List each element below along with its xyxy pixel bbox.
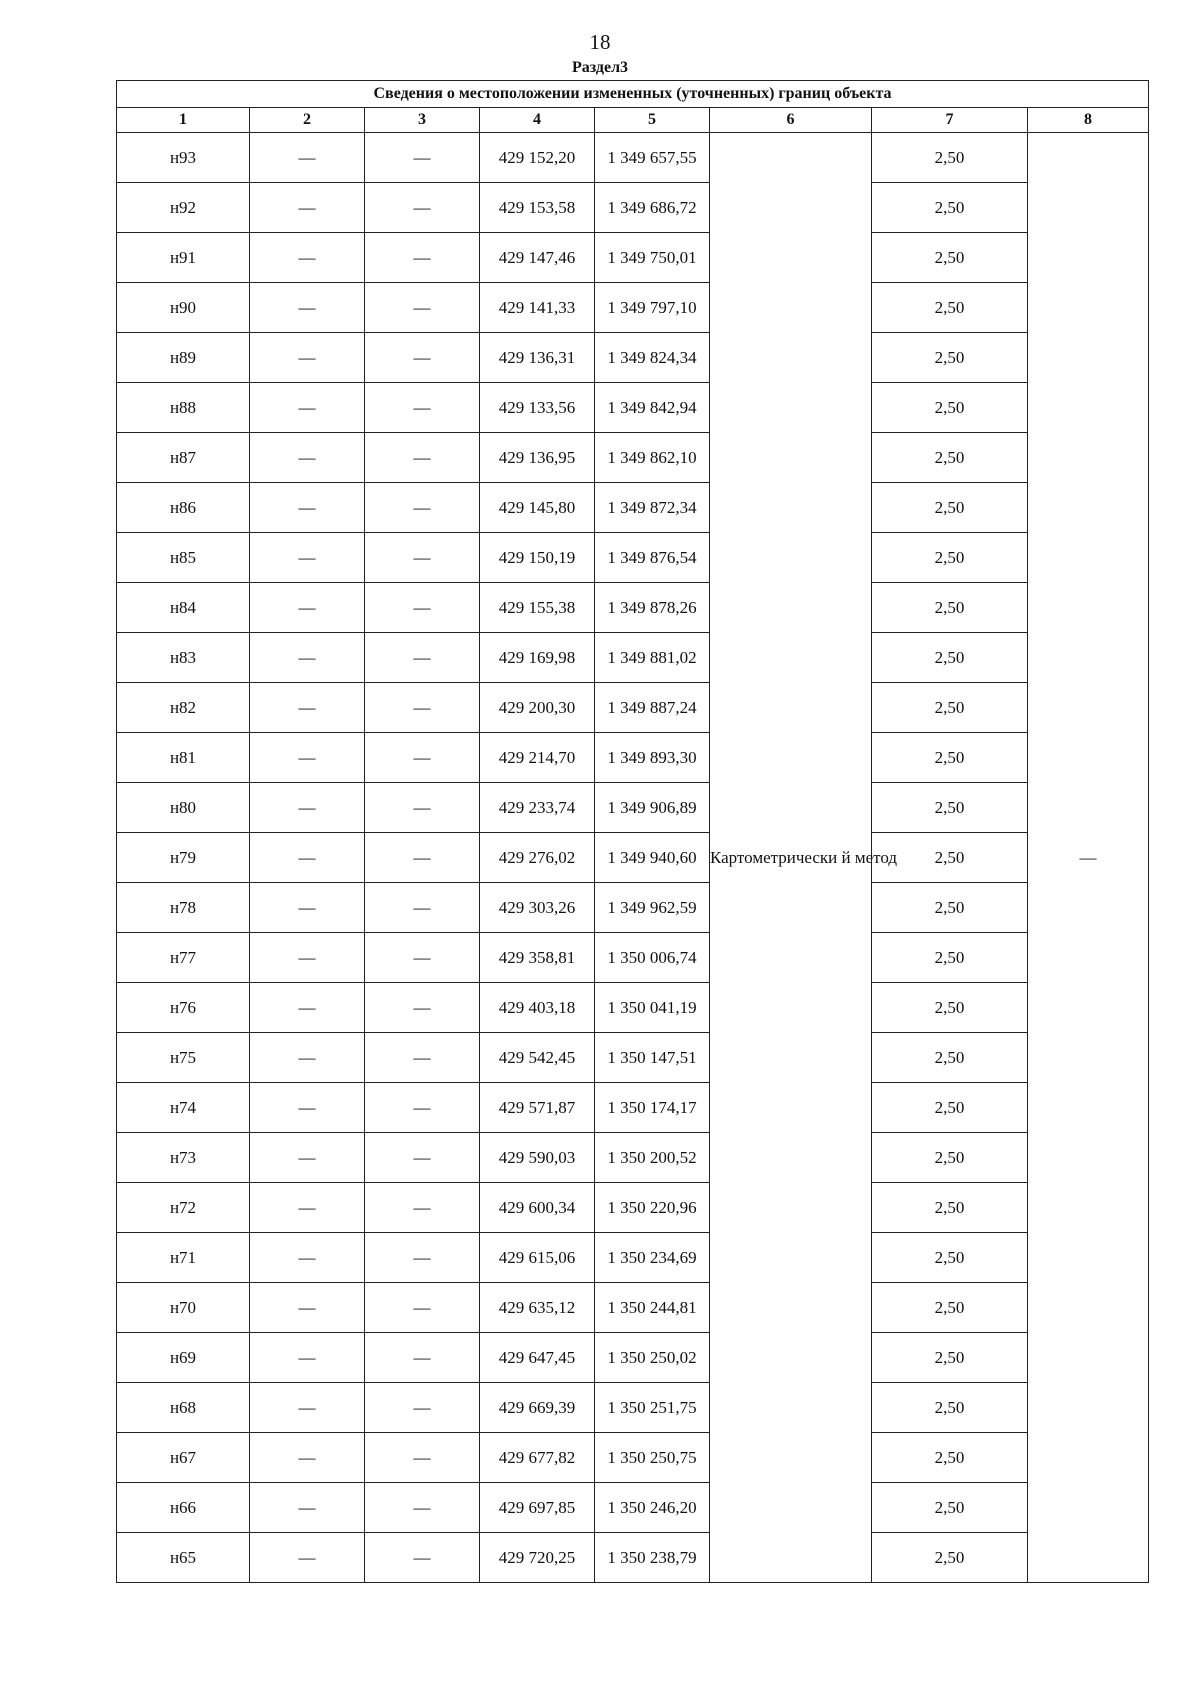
column-3-value: — bbox=[365, 1283, 480, 1333]
point-label: н83 bbox=[117, 633, 250, 683]
point-label: н73 bbox=[117, 1133, 250, 1183]
table-row bbox=[117, 433, 1149, 483]
column-3-value: — bbox=[365, 833, 480, 883]
accuracy-value: 2,50 bbox=[872, 1183, 1028, 1233]
column-3-value: — bbox=[365, 1483, 480, 1533]
table-row bbox=[117, 1083, 1149, 1133]
point-label: н67 bbox=[117, 1433, 250, 1483]
point-label: н84 bbox=[117, 583, 250, 633]
table-row bbox=[117, 1183, 1149, 1233]
y-coordinate: 1 349 878,26 bbox=[595, 583, 710, 633]
column-number: 8 bbox=[1028, 108, 1149, 133]
column-2-value: — bbox=[250, 233, 365, 283]
x-coordinate: 429 276,02 bbox=[480, 833, 595, 883]
y-coordinate: 1 349 686,72 bbox=[595, 183, 710, 233]
accuracy-value: 2,50 bbox=[872, 483, 1028, 533]
x-coordinate: 429 136,31 bbox=[480, 333, 595, 383]
column-8-value: — bbox=[1028, 133, 1149, 1583]
column-3-value: — bbox=[365, 683, 480, 733]
table-row bbox=[117, 833, 1149, 883]
point-label: н87 bbox=[117, 433, 250, 483]
accuracy-value: 2,50 bbox=[872, 883, 1028, 933]
point-label: н82 bbox=[117, 683, 250, 733]
table-row bbox=[117, 883, 1149, 933]
column-3-value: — bbox=[365, 883, 480, 933]
column-2-value: — bbox=[250, 533, 365, 583]
y-coordinate: 1 350 250,75 bbox=[595, 1433, 710, 1483]
column-2-value: — bbox=[250, 483, 365, 533]
accuracy-value: 2,50 bbox=[872, 983, 1028, 1033]
column-2-value: — bbox=[250, 1133, 365, 1183]
accuracy-value: 2,50 bbox=[872, 533, 1028, 583]
x-coordinate: 429 571,87 bbox=[480, 1083, 595, 1133]
column-2-value: — bbox=[250, 633, 365, 683]
table-row bbox=[117, 1233, 1149, 1283]
column-number: 2 bbox=[250, 108, 365, 133]
table-row bbox=[117, 283, 1149, 333]
point-label: н92 bbox=[117, 183, 250, 233]
column-number: 7 bbox=[872, 108, 1028, 133]
x-coordinate: 429 358,81 bbox=[480, 933, 595, 983]
table-row bbox=[117, 483, 1149, 533]
point-label: н89 bbox=[117, 333, 250, 383]
table-row bbox=[117, 1333, 1149, 1383]
y-coordinate: 1 349 862,10 bbox=[595, 433, 710, 483]
column-3-value: — bbox=[365, 1383, 480, 1433]
y-coordinate: 1 350 174,17 bbox=[595, 1083, 710, 1133]
column-3-value: — bbox=[365, 583, 480, 633]
accuracy-value: 2,50 bbox=[872, 833, 1028, 883]
point-label: н65 bbox=[117, 1533, 250, 1583]
column-2-value: — bbox=[250, 1283, 365, 1333]
point-label: н80 bbox=[117, 783, 250, 833]
x-coordinate: 429 133,56 bbox=[480, 383, 595, 433]
column-3-value: — bbox=[365, 483, 480, 533]
x-coordinate: 429 720,25 bbox=[480, 1533, 595, 1583]
accuracy-value: 2,50 bbox=[872, 383, 1028, 433]
x-coordinate: 429 677,82 bbox=[480, 1433, 595, 1483]
boundary-coordinates-table bbox=[116, 80, 1149, 1583]
column-3-value: — bbox=[365, 1033, 480, 1083]
column-3-value: — bbox=[365, 1333, 480, 1383]
column-number-row bbox=[117, 108, 1149, 133]
x-coordinate: 429 615,06 bbox=[480, 1233, 595, 1283]
table-caption: Сведения о местоположении измененных (уточненных) границ объекта bbox=[117, 81, 1149, 108]
point-label: н86 bbox=[117, 483, 250, 533]
column-3-value: — bbox=[365, 533, 480, 583]
column-number: 6 bbox=[710, 108, 872, 133]
x-coordinate: 429 152,20 bbox=[480, 133, 595, 183]
y-coordinate: 1 349 887,24 bbox=[595, 683, 710, 733]
table-row bbox=[117, 1433, 1149, 1483]
table-row bbox=[117, 383, 1149, 433]
x-coordinate: 429 214,70 bbox=[480, 733, 595, 783]
column-2-value: — bbox=[250, 183, 365, 233]
column-2-value: — bbox=[250, 283, 365, 333]
x-coordinate: 429 542,45 bbox=[480, 1033, 595, 1083]
y-coordinate: 1 349 940,60 bbox=[595, 833, 710, 883]
accuracy-value: 2,50 bbox=[872, 683, 1028, 733]
accuracy-value: 2,50 bbox=[872, 583, 1028, 633]
y-coordinate: 1 349 657,55 bbox=[595, 133, 710, 183]
y-coordinate: 1 349 962,59 bbox=[595, 883, 710, 933]
accuracy-value: 2,50 bbox=[872, 1483, 1028, 1533]
column-2-value: — bbox=[250, 683, 365, 733]
accuracy-value: 2,50 bbox=[872, 183, 1028, 233]
column-3-value: — bbox=[365, 783, 480, 833]
x-coordinate: 429 145,80 bbox=[480, 483, 595, 533]
point-label: н66 bbox=[117, 1483, 250, 1533]
method-cell: Картометрически й метод bbox=[710, 133, 872, 1583]
accuracy-value: 2,50 bbox=[872, 1283, 1028, 1333]
y-coordinate: 1 350 006,74 bbox=[595, 933, 710, 983]
column-2-value: — bbox=[250, 1383, 365, 1433]
column-2-value: — bbox=[250, 1483, 365, 1533]
column-number: 5 bbox=[595, 108, 710, 133]
point-label: н68 bbox=[117, 1383, 250, 1433]
accuracy-value: 2,50 bbox=[872, 1033, 1028, 1083]
x-coordinate: 429 147,46 bbox=[480, 233, 595, 283]
table-row bbox=[117, 1383, 1149, 1433]
point-label: н81 bbox=[117, 733, 250, 783]
accuracy-value: 2,50 bbox=[872, 1333, 1028, 1383]
column-3-value: — bbox=[365, 133, 480, 183]
accuracy-value: 2,50 bbox=[872, 133, 1028, 183]
x-coordinate: 429 141,33 bbox=[480, 283, 595, 333]
column-2-value: — bbox=[250, 1433, 365, 1483]
column-3-value: — bbox=[365, 983, 480, 1033]
y-coordinate: 1 349 881,02 bbox=[595, 633, 710, 683]
column-2-value: — bbox=[250, 733, 365, 783]
point-label: н70 bbox=[117, 1283, 250, 1333]
point-label: н77 bbox=[117, 933, 250, 983]
y-coordinate: 1 349 797,10 bbox=[595, 283, 710, 333]
x-coordinate: 429 136,95 bbox=[480, 433, 595, 483]
x-coordinate: 429 590,03 bbox=[480, 1133, 595, 1183]
column-3-value: — bbox=[365, 333, 480, 383]
column-2-value: — bbox=[250, 1533, 365, 1583]
column-3-value: — bbox=[365, 1133, 480, 1183]
x-coordinate: 429 403,18 bbox=[480, 983, 595, 1033]
point-label: н88 bbox=[117, 383, 250, 433]
table-row bbox=[117, 1133, 1149, 1183]
table-row bbox=[117, 533, 1149, 583]
point-label: н75 bbox=[117, 1033, 250, 1083]
column-3-value: — bbox=[365, 1433, 480, 1483]
table-row bbox=[117, 683, 1149, 733]
y-coordinate: 1 349 906,89 bbox=[595, 783, 710, 833]
table-row bbox=[117, 183, 1149, 233]
x-coordinate: 429 155,38 bbox=[480, 583, 595, 633]
point-label: н93 bbox=[117, 133, 250, 183]
column-3-value: — bbox=[365, 633, 480, 683]
x-coordinate: 429 669,39 bbox=[480, 1383, 595, 1433]
table-row bbox=[117, 1533, 1149, 1583]
y-coordinate: 1 350 244,81 bbox=[595, 1283, 710, 1333]
accuracy-value: 2,50 bbox=[872, 283, 1028, 333]
y-coordinate: 1 349 824,34 bbox=[595, 333, 710, 383]
table-row bbox=[117, 233, 1149, 283]
accuracy-value: 2,50 bbox=[872, 633, 1028, 683]
accuracy-value: 2,50 bbox=[872, 1433, 1028, 1483]
column-3-value: — bbox=[365, 1083, 480, 1133]
accuracy-value: 2,50 bbox=[872, 1533, 1028, 1583]
x-coordinate: 429 233,74 bbox=[480, 783, 595, 833]
point-label: н74 bbox=[117, 1083, 250, 1133]
x-coordinate: 429 600,34 bbox=[480, 1183, 595, 1233]
point-label: н72 bbox=[117, 1183, 250, 1233]
column-3-value: — bbox=[365, 933, 480, 983]
x-coordinate: 429 153,58 bbox=[480, 183, 595, 233]
table-row bbox=[117, 333, 1149, 383]
point-label: н71 bbox=[117, 1233, 250, 1283]
accuracy-value: 2,50 bbox=[872, 933, 1028, 983]
table-row bbox=[117, 783, 1149, 833]
table-body bbox=[117, 133, 1149, 1583]
column-number: 3 bbox=[365, 108, 480, 133]
column-3-value: — bbox=[365, 1233, 480, 1283]
y-coordinate: 1 350 147,51 bbox=[595, 1033, 710, 1083]
y-coordinate: 1 349 893,30 bbox=[595, 733, 710, 783]
y-coordinate: 1 350 234,69 bbox=[595, 1233, 710, 1283]
column-number: 1 bbox=[117, 108, 250, 133]
point-label: н91 bbox=[117, 233, 250, 283]
column-3-value: — bbox=[365, 233, 480, 283]
y-coordinate: 1 349 842,94 bbox=[595, 383, 710, 433]
section-title: Раздел3 bbox=[571, 59, 629, 76]
point-label: н85 bbox=[117, 533, 250, 583]
column-3-value: — bbox=[365, 1183, 480, 1233]
column-2-value: — bbox=[250, 1233, 365, 1283]
column-3-value: — bbox=[365, 183, 480, 233]
column-number: 4 bbox=[480, 108, 595, 133]
y-coordinate: 1 350 246,20 bbox=[595, 1483, 710, 1533]
column-2-value: — bbox=[250, 583, 365, 633]
table-row bbox=[117, 983, 1149, 1033]
y-coordinate: 1 350 200,52 bbox=[595, 1133, 710, 1183]
column-2-value: — bbox=[250, 333, 365, 383]
table-row bbox=[117, 933, 1149, 983]
page-number: 18 bbox=[589, 30, 611, 54]
y-coordinate: 1 350 238,79 bbox=[595, 1533, 710, 1583]
column-3-value: — bbox=[365, 1533, 480, 1583]
column-2-value: — bbox=[250, 833, 365, 883]
column-2-value: — bbox=[250, 133, 365, 183]
accuracy-value: 2,50 bbox=[872, 1383, 1028, 1433]
x-coordinate: 429 169,98 bbox=[480, 633, 595, 683]
point-label: н78 bbox=[117, 883, 250, 933]
column-2-value: — bbox=[250, 383, 365, 433]
column-2-value: — bbox=[250, 1033, 365, 1083]
accuracy-value: 2,50 bbox=[872, 1133, 1028, 1183]
accuracy-value: 2,50 bbox=[872, 1083, 1028, 1133]
point-label: н69 bbox=[117, 1333, 250, 1383]
table-row bbox=[117, 133, 1149, 183]
column-3-value: — bbox=[365, 733, 480, 783]
column-2-value: — bbox=[250, 883, 365, 933]
y-coordinate: 1 350 041,19 bbox=[595, 983, 710, 1033]
x-coordinate: 429 697,85 bbox=[480, 1483, 595, 1533]
accuracy-value: 2,50 bbox=[872, 783, 1028, 833]
table-row bbox=[117, 733, 1149, 783]
column-2-value: — bbox=[250, 433, 365, 483]
x-coordinate: 429 150,19 bbox=[480, 533, 595, 583]
column-3-value: — bbox=[365, 383, 480, 433]
x-coordinate: 429 647,45 bbox=[480, 1333, 595, 1383]
column-2-value: — bbox=[250, 983, 365, 1033]
column-2-value: — bbox=[250, 933, 365, 983]
accuracy-value: 2,50 bbox=[872, 733, 1028, 783]
table-row bbox=[117, 583, 1149, 633]
table-row bbox=[117, 1033, 1149, 1083]
accuracy-value: 2,50 bbox=[872, 1233, 1028, 1283]
x-coordinate: 429 200,30 bbox=[480, 683, 595, 733]
accuracy-value: 2,50 bbox=[872, 333, 1028, 383]
accuracy-value: 2,50 bbox=[872, 433, 1028, 483]
accuracy-value: 2,50 bbox=[872, 233, 1028, 283]
table-row bbox=[117, 1483, 1149, 1533]
point-label: н79 bbox=[117, 833, 250, 883]
y-coordinate: 1 349 876,54 bbox=[595, 533, 710, 583]
column-2-value: — bbox=[250, 783, 365, 833]
y-coordinate: 1 350 220,96 bbox=[595, 1183, 710, 1233]
point-label: н76 bbox=[117, 983, 250, 1033]
x-coordinate: 429 635,12 bbox=[480, 1283, 595, 1333]
table-row bbox=[117, 1283, 1149, 1333]
column-3-value: — bbox=[365, 433, 480, 483]
x-coordinate: 429 303,26 bbox=[480, 883, 595, 933]
column-2-value: — bbox=[250, 1083, 365, 1133]
y-coordinate: 1 349 872,34 bbox=[595, 483, 710, 533]
y-coordinate: 1 350 250,02 bbox=[595, 1333, 710, 1383]
point-label: н90 bbox=[117, 283, 250, 333]
y-coordinate: 1 349 750,01 bbox=[595, 233, 710, 283]
column-2-value: — bbox=[250, 1333, 365, 1383]
table-row bbox=[117, 633, 1149, 683]
y-coordinate: 1 350 251,75 bbox=[595, 1383, 710, 1433]
column-2-value: — bbox=[250, 1183, 365, 1233]
column-3-value: — bbox=[365, 283, 480, 333]
